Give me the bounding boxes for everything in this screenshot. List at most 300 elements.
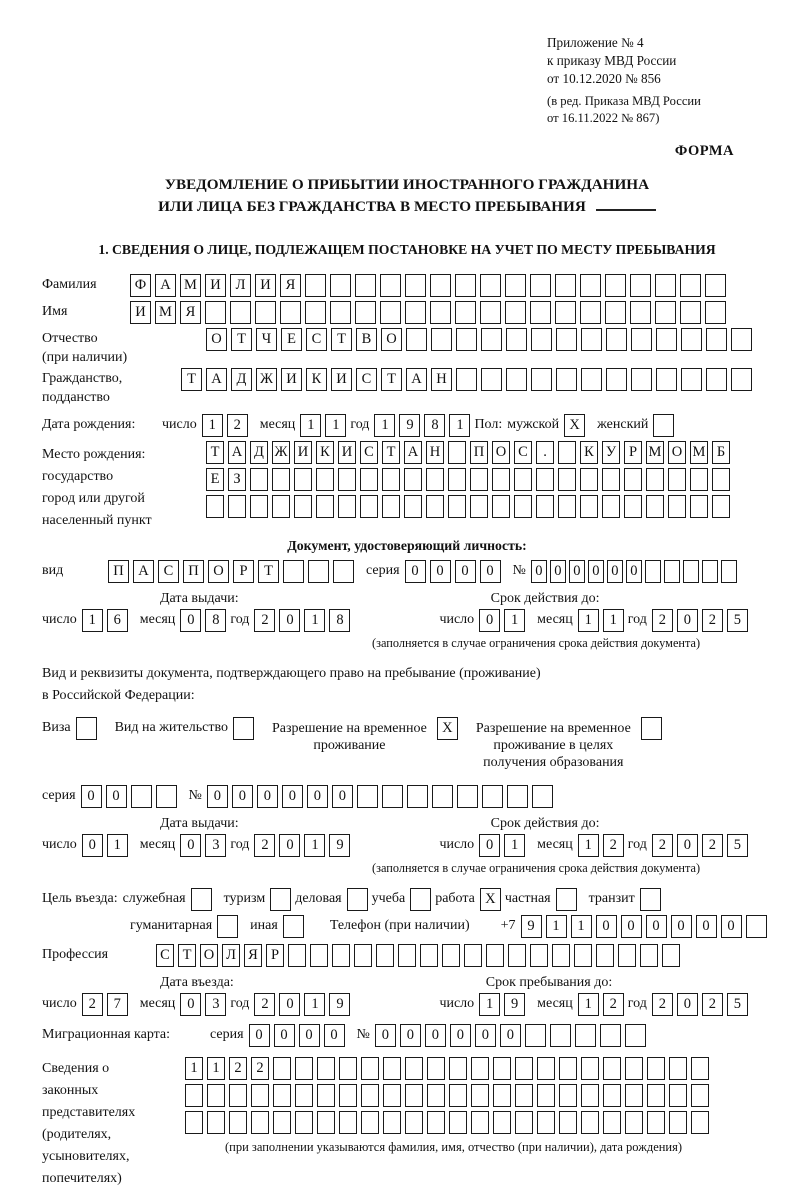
- char-cell[interactable]: 1: [578, 609, 599, 632]
- char-cell[interactable]: [537, 1111, 555, 1134]
- char-cell[interactable]: [655, 274, 676, 297]
- char-cell[interactable]: 8: [329, 609, 350, 632]
- char-cell[interactable]: 0: [646, 915, 667, 938]
- char-cell[interactable]: Ж: [256, 368, 277, 391]
- char-cell[interactable]: [295, 1084, 313, 1107]
- char-cell[interactable]: 0: [180, 609, 201, 632]
- char-cell[interactable]: [382, 495, 400, 518]
- char-cell[interactable]: 2: [702, 993, 723, 1016]
- char-cell[interactable]: 1: [185, 1057, 203, 1080]
- char-cell[interactable]: [681, 368, 702, 391]
- char-cell[interactable]: [405, 1084, 423, 1107]
- char-cell[interactable]: 0: [531, 560, 547, 583]
- char-cell[interactable]: 0: [621, 915, 642, 938]
- char-cell[interactable]: [581, 1057, 599, 1080]
- char-cell[interactable]: М: [180, 274, 201, 297]
- char-cell[interactable]: [207, 1111, 225, 1134]
- char-cell[interactable]: 0: [569, 560, 585, 583]
- char-cell[interactable]: [185, 1111, 203, 1134]
- char-cell[interactable]: [480, 301, 501, 324]
- char-cell[interactable]: [283, 915, 304, 938]
- char-cell[interactable]: [705, 301, 726, 324]
- char-cell[interactable]: [233, 717, 254, 740]
- char-cell[interactable]: 0: [82, 834, 103, 857]
- char-cell[interactable]: А: [155, 274, 176, 297]
- char-cell[interactable]: [316, 495, 334, 518]
- char-cell[interactable]: [625, 1024, 646, 1047]
- char-cell[interactable]: [464, 944, 482, 967]
- char-cell[interactable]: Ч: [256, 328, 277, 351]
- char-cell[interactable]: [255, 301, 276, 324]
- char-cell[interactable]: 8: [424, 414, 445, 437]
- char-cell[interactable]: 0: [455, 560, 476, 583]
- char-cell[interactable]: И: [331, 368, 352, 391]
- char-cell[interactable]: [131, 785, 152, 808]
- char-cell[interactable]: [251, 1084, 269, 1107]
- char-cell[interactable]: [596, 944, 614, 967]
- char-cell[interactable]: [380, 274, 401, 297]
- char-cell[interactable]: К: [580, 441, 598, 464]
- char-cell[interactable]: У: [602, 441, 620, 464]
- char-cell[interactable]: [515, 1057, 533, 1080]
- char-cell[interactable]: [558, 495, 576, 518]
- char-cell[interactable]: [647, 1084, 665, 1107]
- char-cell[interactable]: 0: [626, 560, 642, 583]
- char-cell[interactable]: [273, 1084, 291, 1107]
- char-cell[interactable]: [470, 495, 488, 518]
- char-cell[interactable]: И: [255, 274, 276, 297]
- char-cell[interactable]: [668, 495, 686, 518]
- char-cell[interactable]: 2: [603, 993, 624, 1016]
- char-cell[interactable]: М: [690, 441, 708, 464]
- char-cell[interactable]: 0: [479, 834, 500, 857]
- char-cell[interactable]: 0: [677, 993, 698, 1016]
- char-cell[interactable]: [731, 368, 752, 391]
- char-cell[interactable]: [426, 468, 444, 491]
- char-cell[interactable]: [706, 368, 727, 391]
- char-cell[interactable]: [449, 1057, 467, 1080]
- char-cell[interactable]: [580, 495, 598, 518]
- char-cell[interactable]: [229, 1111, 247, 1134]
- char-cell[interactable]: [308, 560, 329, 583]
- char-cell[interactable]: 0: [430, 560, 451, 583]
- char-cell[interactable]: [664, 560, 680, 583]
- char-cell[interactable]: 2: [254, 993, 275, 1016]
- char-cell[interactable]: 2: [652, 834, 673, 857]
- char-cell[interactable]: [559, 1057, 577, 1080]
- char-cell[interactable]: [471, 1111, 489, 1134]
- char-cell[interactable]: [555, 274, 576, 297]
- char-cell[interactable]: [376, 944, 394, 967]
- char-cell[interactable]: 8: [205, 609, 226, 632]
- char-cell[interactable]: [552, 944, 570, 967]
- char-cell[interactable]: [407, 785, 428, 808]
- char-cell[interactable]: [272, 495, 290, 518]
- char-cell[interactable]: [273, 1057, 291, 1080]
- char-cell[interactable]: [481, 368, 502, 391]
- char-cell[interactable]: [506, 368, 527, 391]
- char-cell[interactable]: [681, 328, 702, 351]
- char-cell[interactable]: [361, 1057, 379, 1080]
- char-cell[interactable]: [383, 1057, 401, 1080]
- char-cell[interactable]: 0: [257, 785, 278, 808]
- char-cell[interactable]: [316, 468, 334, 491]
- char-cell[interactable]: [575, 1024, 596, 1047]
- char-cell[interactable]: [492, 495, 510, 518]
- char-cell[interactable]: [631, 328, 652, 351]
- char-cell[interactable]: [603, 1057, 621, 1080]
- char-cell[interactable]: [206, 495, 224, 518]
- char-cell[interactable]: [537, 1084, 555, 1107]
- char-cell[interactable]: [581, 1111, 599, 1134]
- char-cell[interactable]: С: [306, 328, 327, 351]
- char-cell[interactable]: 9: [329, 993, 350, 1016]
- char-cell[interactable]: [606, 368, 627, 391]
- char-cell[interactable]: [702, 560, 718, 583]
- char-cell[interactable]: [507, 785, 528, 808]
- char-cell[interactable]: [537, 1057, 555, 1080]
- char-cell[interactable]: [731, 328, 752, 351]
- char-cell[interactable]: X: [437, 717, 458, 740]
- char-cell[interactable]: 9: [504, 993, 525, 1016]
- char-cell[interactable]: 6: [107, 609, 128, 632]
- char-cell[interactable]: [480, 274, 501, 297]
- char-cell[interactable]: В: [356, 328, 377, 351]
- char-cell[interactable]: [332, 944, 350, 967]
- char-cell[interactable]: Т: [258, 560, 279, 583]
- char-cell[interactable]: [721, 560, 737, 583]
- char-cell[interactable]: 0: [671, 915, 692, 938]
- char-cell[interactable]: [449, 1111, 467, 1134]
- char-cell[interactable]: [515, 1111, 533, 1134]
- char-cell[interactable]: [361, 1084, 379, 1107]
- char-cell[interactable]: [680, 274, 701, 297]
- char-cell[interactable]: [156, 785, 177, 808]
- char-cell[interactable]: 1: [82, 609, 103, 632]
- char-cell[interactable]: [405, 1057, 423, 1080]
- char-cell[interactable]: [347, 888, 368, 911]
- char-cell[interactable]: Т: [381, 368, 402, 391]
- char-cell[interactable]: [492, 468, 510, 491]
- char-cell[interactable]: 2: [254, 834, 275, 857]
- char-cell[interactable]: [383, 1084, 401, 1107]
- char-cell[interactable]: [514, 468, 532, 491]
- char-cell[interactable]: 2: [702, 834, 723, 857]
- char-cell[interactable]: 0: [249, 1024, 270, 1047]
- char-cell[interactable]: И: [130, 301, 151, 324]
- char-cell[interactable]: [448, 468, 466, 491]
- char-cell[interactable]: [618, 944, 636, 967]
- char-cell[interactable]: 0: [400, 1024, 421, 1047]
- char-cell[interactable]: [404, 468, 422, 491]
- char-cell[interactable]: 2: [251, 1057, 269, 1080]
- char-cell[interactable]: [317, 1057, 335, 1080]
- char-cell[interactable]: Т: [331, 328, 352, 351]
- char-cell[interactable]: [482, 785, 503, 808]
- char-cell[interactable]: [691, 1084, 709, 1107]
- char-cell[interactable]: 5: [727, 609, 748, 632]
- char-cell[interactable]: 0: [307, 785, 328, 808]
- char-cell[interactable]: [559, 1111, 577, 1134]
- char-cell[interactable]: [581, 328, 602, 351]
- char-cell[interactable]: П: [183, 560, 204, 583]
- char-cell[interactable]: [625, 1111, 643, 1134]
- char-cell[interactable]: [690, 495, 708, 518]
- char-cell[interactable]: [330, 274, 351, 297]
- char-cell[interactable]: [653, 414, 674, 437]
- char-cell[interactable]: 0: [81, 785, 102, 808]
- char-cell[interactable]: Б: [712, 441, 730, 464]
- char-cell[interactable]: 0: [696, 915, 717, 938]
- char-cell[interactable]: [505, 274, 526, 297]
- char-cell[interactable]: [690, 468, 708, 491]
- char-cell[interactable]: 0: [425, 1024, 446, 1047]
- char-cell[interactable]: Я: [244, 944, 262, 967]
- char-cell[interactable]: А: [404, 441, 422, 464]
- char-cell[interactable]: [471, 1057, 489, 1080]
- char-cell[interactable]: 2: [254, 609, 275, 632]
- char-cell[interactable]: [380, 301, 401, 324]
- char-cell[interactable]: [383, 1111, 401, 1134]
- char-cell[interactable]: [228, 495, 246, 518]
- char-cell[interactable]: [602, 468, 620, 491]
- char-cell[interactable]: 0: [677, 609, 698, 632]
- char-cell[interactable]: [470, 468, 488, 491]
- char-cell[interactable]: Л: [222, 944, 240, 967]
- char-cell[interactable]: [680, 301, 701, 324]
- char-cell[interactable]: X: [480, 888, 501, 911]
- char-cell[interactable]: Т: [231, 328, 252, 351]
- char-cell[interactable]: И: [338, 441, 356, 464]
- char-cell[interactable]: 0: [677, 834, 698, 857]
- char-cell[interactable]: [427, 1084, 445, 1107]
- char-cell[interactable]: [606, 328, 627, 351]
- char-cell[interactable]: О: [208, 560, 229, 583]
- char-cell[interactable]: 5: [727, 993, 748, 1016]
- char-cell[interactable]: 1: [571, 915, 592, 938]
- char-cell[interactable]: Т: [178, 944, 196, 967]
- char-cell[interactable]: [602, 495, 620, 518]
- char-cell[interactable]: 0: [180, 834, 201, 857]
- char-cell[interactable]: [295, 1057, 313, 1080]
- char-cell[interactable]: [580, 301, 601, 324]
- char-cell[interactable]: [361, 1111, 379, 1134]
- char-cell[interactable]: [486, 944, 504, 967]
- char-cell[interactable]: [581, 1084, 599, 1107]
- char-cell[interactable]: А: [206, 368, 227, 391]
- char-cell[interactable]: [294, 495, 312, 518]
- char-cell[interactable]: [430, 274, 451, 297]
- char-cell[interactable]: [360, 468, 378, 491]
- char-cell[interactable]: [556, 368, 577, 391]
- char-cell[interactable]: А: [228, 441, 246, 464]
- char-cell[interactable]: 2: [82, 993, 103, 1016]
- char-cell[interactable]: 1: [546, 915, 567, 938]
- char-cell[interactable]: [712, 468, 730, 491]
- char-cell[interactable]: П: [108, 560, 129, 583]
- char-cell[interactable]: С: [360, 441, 378, 464]
- char-cell[interactable]: [559, 1084, 577, 1107]
- char-cell[interactable]: [272, 468, 290, 491]
- char-cell[interactable]: [506, 328, 527, 351]
- char-cell[interactable]: [432, 785, 453, 808]
- char-cell[interactable]: [530, 944, 548, 967]
- char-cell[interactable]: 1: [304, 609, 325, 632]
- char-cell[interactable]: [250, 468, 268, 491]
- char-cell[interactable]: Т: [206, 441, 224, 464]
- char-cell[interactable]: [662, 944, 680, 967]
- char-cell[interactable]: .: [536, 441, 554, 464]
- char-cell[interactable]: 1: [202, 414, 223, 437]
- char-cell[interactable]: 0: [607, 560, 623, 583]
- char-cell[interactable]: [283, 560, 304, 583]
- char-cell[interactable]: [625, 1084, 643, 1107]
- char-cell[interactable]: [556, 328, 577, 351]
- char-cell[interactable]: [317, 1084, 335, 1107]
- char-cell[interactable]: И: [205, 274, 226, 297]
- char-cell[interactable]: [691, 1057, 709, 1080]
- char-cell[interactable]: О: [206, 328, 227, 351]
- char-cell[interactable]: [185, 1084, 203, 1107]
- char-cell[interactable]: [207, 1084, 225, 1107]
- char-cell[interactable]: 3: [205, 834, 226, 857]
- char-cell[interactable]: [530, 274, 551, 297]
- char-cell[interactable]: [691, 1111, 709, 1134]
- char-cell[interactable]: [456, 368, 477, 391]
- char-cell[interactable]: З: [228, 468, 246, 491]
- char-cell[interactable]: [288, 944, 306, 967]
- char-cell[interactable]: [669, 1111, 687, 1134]
- char-cell[interactable]: [294, 468, 312, 491]
- char-cell[interactable]: 1: [578, 993, 599, 1016]
- char-cell[interactable]: [442, 944, 460, 967]
- char-cell[interactable]: [746, 915, 767, 938]
- char-cell[interactable]: [555, 301, 576, 324]
- char-cell[interactable]: [493, 1057, 511, 1080]
- char-cell[interactable]: [427, 1111, 445, 1134]
- char-cell[interactable]: 0: [180, 993, 201, 1016]
- char-cell[interactable]: [669, 1057, 687, 1080]
- char-cell[interactable]: [280, 301, 301, 324]
- char-cell[interactable]: [493, 1111, 511, 1134]
- char-cell[interactable]: Н: [426, 441, 444, 464]
- char-cell[interactable]: Т: [382, 441, 400, 464]
- char-cell[interactable]: 1: [207, 1057, 225, 1080]
- char-cell[interactable]: [647, 1111, 665, 1134]
- char-cell[interactable]: [481, 328, 502, 351]
- char-cell[interactable]: [514, 495, 532, 518]
- char-cell[interactable]: М: [155, 301, 176, 324]
- char-cell[interactable]: [229, 1084, 247, 1107]
- char-cell[interactable]: [251, 1111, 269, 1134]
- char-cell[interactable]: [230, 301, 251, 324]
- char-cell[interactable]: [217, 915, 238, 938]
- char-cell[interactable]: [505, 301, 526, 324]
- char-cell[interactable]: 1: [504, 834, 525, 857]
- char-cell[interactable]: Н: [431, 368, 452, 391]
- char-cell[interactable]: 0: [282, 785, 303, 808]
- char-cell[interactable]: [357, 785, 378, 808]
- char-cell[interactable]: И: [281, 368, 302, 391]
- char-cell[interactable]: [683, 560, 699, 583]
- char-cell[interactable]: О: [492, 441, 510, 464]
- char-cell[interactable]: [471, 1084, 489, 1107]
- char-cell[interactable]: 0: [274, 1024, 295, 1047]
- char-cell[interactable]: Д: [250, 441, 268, 464]
- char-cell[interactable]: [295, 1111, 313, 1134]
- char-cell[interactable]: 2: [652, 609, 673, 632]
- char-cell[interactable]: 1: [107, 834, 128, 857]
- char-cell[interactable]: 0: [479, 609, 500, 632]
- char-cell[interactable]: [449, 1084, 467, 1107]
- char-cell[interactable]: [455, 274, 476, 297]
- char-cell[interactable]: 1: [304, 834, 325, 857]
- char-cell[interactable]: [625, 1057, 643, 1080]
- char-cell[interactable]: [382, 785, 403, 808]
- char-cell[interactable]: X: [564, 414, 585, 437]
- char-cell[interactable]: 1: [603, 609, 624, 632]
- char-cell[interactable]: [605, 301, 626, 324]
- char-cell[interactable]: Ф: [130, 274, 151, 297]
- char-cell[interactable]: [630, 274, 651, 297]
- char-cell[interactable]: [339, 1057, 357, 1080]
- char-cell[interactable]: [338, 468, 356, 491]
- char-cell[interactable]: 0: [480, 560, 501, 583]
- char-cell[interactable]: И: [294, 441, 312, 464]
- char-cell[interactable]: 0: [279, 609, 300, 632]
- char-cell[interactable]: [493, 1084, 511, 1107]
- char-cell[interactable]: [382, 468, 400, 491]
- char-cell[interactable]: 1: [374, 414, 395, 437]
- char-cell[interactable]: 1: [479, 993, 500, 1016]
- char-cell[interactable]: [305, 301, 326, 324]
- char-cell[interactable]: [420, 944, 438, 967]
- char-cell[interactable]: [531, 328, 552, 351]
- char-cell[interactable]: [354, 944, 372, 967]
- char-cell[interactable]: [624, 495, 642, 518]
- char-cell[interactable]: 0: [207, 785, 228, 808]
- char-cell[interactable]: [457, 785, 478, 808]
- char-cell[interactable]: [668, 468, 686, 491]
- char-cell[interactable]: 1: [449, 414, 470, 437]
- char-cell[interactable]: [646, 468, 664, 491]
- char-cell[interactable]: [448, 495, 466, 518]
- char-cell[interactable]: [405, 301, 426, 324]
- char-cell[interactable]: [338, 495, 356, 518]
- char-cell[interactable]: 3: [205, 993, 226, 1016]
- char-cell[interactable]: [706, 328, 727, 351]
- char-cell[interactable]: [250, 495, 268, 518]
- char-cell[interactable]: [656, 328, 677, 351]
- char-cell[interactable]: К: [306, 368, 327, 391]
- char-cell[interactable]: 1: [325, 414, 346, 437]
- char-cell[interactable]: 0: [596, 915, 617, 938]
- char-cell[interactable]: 0: [279, 834, 300, 857]
- char-cell[interactable]: 1: [578, 834, 599, 857]
- char-cell[interactable]: 9: [399, 414, 420, 437]
- char-cell[interactable]: 2: [227, 414, 248, 437]
- char-cell[interactable]: [508, 944, 526, 967]
- char-cell[interactable]: [339, 1084, 357, 1107]
- char-cell[interactable]: 0: [279, 993, 300, 1016]
- char-cell[interactable]: [317, 1111, 335, 1134]
- char-cell[interactable]: [550, 1024, 571, 1047]
- char-cell[interactable]: К: [316, 441, 334, 464]
- char-cell[interactable]: П: [470, 441, 488, 464]
- char-cell[interactable]: 0: [475, 1024, 496, 1047]
- char-cell[interactable]: С: [356, 368, 377, 391]
- char-cell[interactable]: 0: [500, 1024, 521, 1047]
